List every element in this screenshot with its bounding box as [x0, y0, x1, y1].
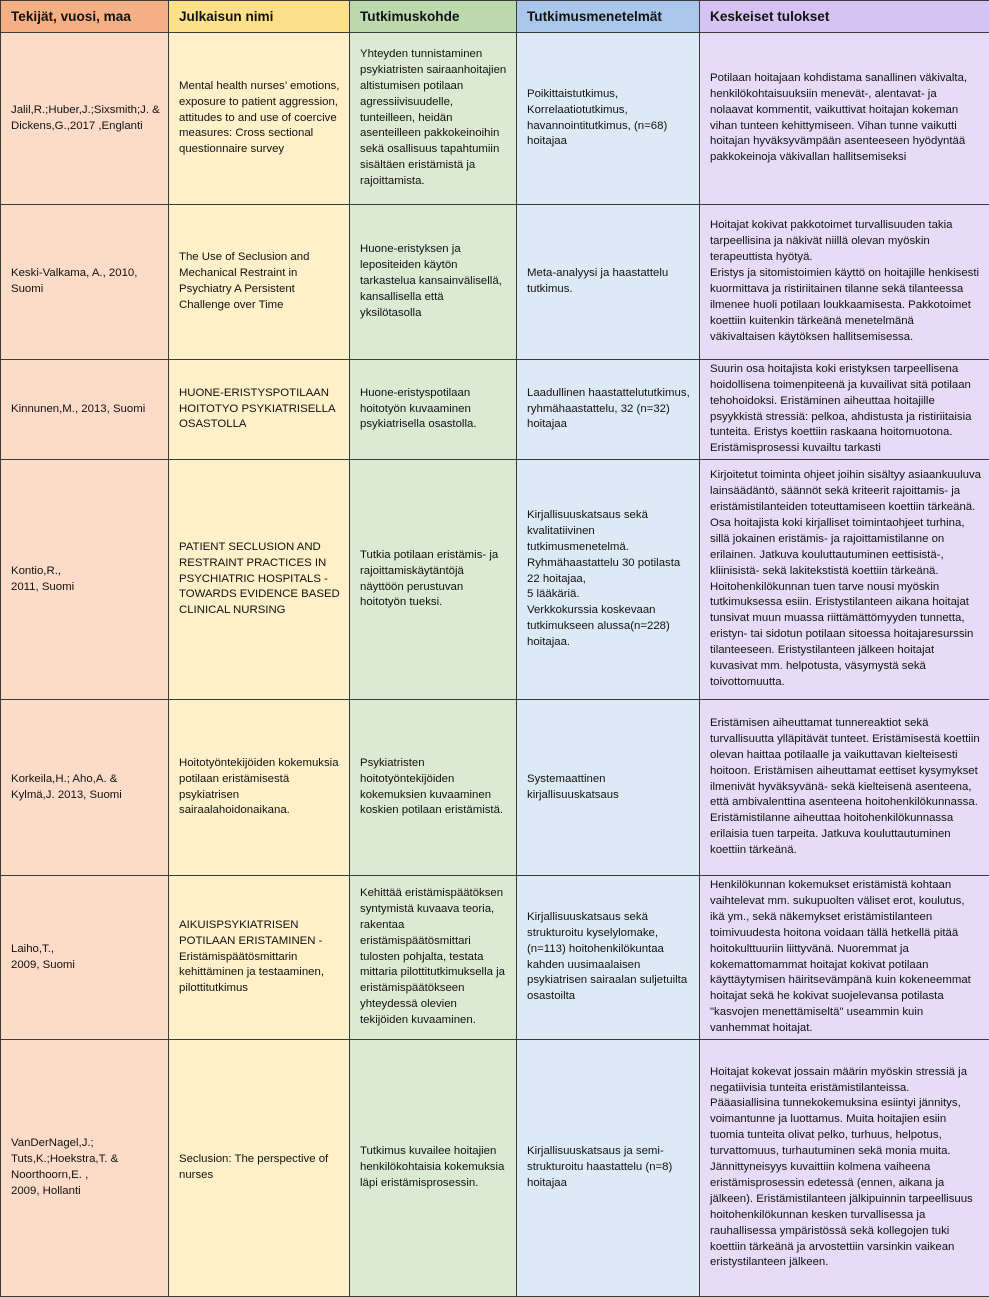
header-methods: Tutkimusmenetelmät: [517, 1, 700, 33]
header-title: Julkaisun nimi: [169, 1, 350, 33]
header-subject: Tutkimuskohde: [350, 1, 517, 33]
cell-title: Seclusion: The perspective of nurses: [169, 1040, 350, 1297]
table-row: [1, 460, 989, 700]
cell-methods: Meta-analyysi ja haastattelu tutkimus.: [517, 205, 700, 360]
cell-authors: Laiho,T., 2009, Suomi: [1, 876, 169, 1040]
header-row: [1, 1, 989, 33]
cell-methods: Systemaattinen kirjallisuuskatsaus: [517, 700, 700, 876]
cell-subject: Yhteyden tunnistaminen psykiatristen sairaanhoitajien altistumisen potilaan agressiivisuudelle, tunteilleen, heidän asenteilleen pakkokeinoihin sekä osallisuus tapahtumiin sisältäen eristämistä ja rajoittamista.: [350, 33, 517, 205]
table-row: [1, 1040, 989, 1297]
cell-results: Henkilökunnan kokemukset eristämistä kohtaan vaihtelevat mm. sukupuolten väliset erot, koulutus, ikä ym., sekä näkemykset eristämistilanteen toimivuudesta hoitona voidaan tällä hetkellä pitää hoitokulttuuriin liittyvänä. Nuoremmat ja kokemattomammat hoitajat kokivat potilaan käyttäytymisen häiritsevämpänä kuin kokeneemmat hoitajat sekä he kokivat suojelevansa potilasta "kasvojen menettämiseltä" useammin kuin vanhemmat hoitajat.: [700, 876, 989, 1040]
cell-title: HUONE-ERISTYSPOTILAAN HOITOTYO PSYKIATRISELLA OSASTOLLA: [169, 360, 350, 460]
table-row: [1, 876, 989, 1040]
cell-results: Hoitajat kokevat jossain määrin myöskin stressiä ja negatiivisia tunteita eristämistilanteissa. Pääasiallisina tunnekokemuksina esiintyi jännitys, voimantunne ja luottamus. Muita hoitajien esiin tuomia tunteita olivat pelko, turhuus, helpotus, turvattomuus, turhautuminen sekä monia muita. Jännittyneisyys kuvaittiin kolmena vaiheena eristämisprosessin edetessä (ennen, aikana ja jälkeen). Eristämistilanteen jälkipuinnin tarpeellisuus hoitohenkilökunnan kesken turvallisessa ja rauhallisessa ympäristössä sekä kollegojen tuki koettiin tärkeänä ja arvostettiin varsinkin vaikean eristystilanteen jälkeen.: [700, 1040, 989, 1297]
cell-authors: VanDerNagel,J.; Tuts,K.;Hoekstra,T. & Noorthoorn,E. , 2009, Hollanti: [1, 1040, 169, 1297]
table-row: [1, 360, 989, 460]
cell-authors: Jalil,R.;Huber,J.;Sixsmith;J. & Dickens,G.,2017 ,Englanti: [1, 33, 169, 205]
cell-methods: Kirjallisuuskatsaus ja semi-strukturoitu haastattelu (n=8) hoitajaa: [517, 1040, 700, 1297]
cell-results: Potilaan hoitajaan kohdistama sanallinen väkivalta, henkilökohtaisuuksiin menevät-, alentavat- ja nolaavat kommentit, vaikuttivat hoitajan kokeman vihan tunteen kehittymiseen. Vihan tunne vaikutti hoitajan hyväksyvämpään asenteeseen hyödyntää pakkokeinoja väkivallan hallitsemiseksi: [700, 33, 989, 205]
header-results: Keskeiset tulokset: [700, 1, 989, 33]
cell-subject: Psykiatristen hoitotyöntekijöiden kokemuksien kuvaaminen koskien potilaan eristämistä.: [350, 700, 517, 876]
cell-subject: Kehittää eristämispäätöksen syntymistä kuvaava teoria, rakentaa eristämispäätösmittari tulosten pohjalta, testata mittaria pilottitutkimuksella ja eristämispäätökseen yhteydessä olevien tekijöiden kuvaaminen.: [350, 876, 517, 1040]
cell-results: Eristämisen aiheuttamat tunnereaktiot sekä turvallisuutta ylläpitävät tunteet. Eristämisestä koettiin olevan haittaa potilaalle ja vaikuttavan kielteisesti hoitoon. Eristämisen aiheuttamat eettiset kysymykset ilmenivät hyväksyvänä- sekä kielteisenä asenteena, että ambivalenttina asenteena hoitohenkilökunnassa. Eristämistilanne aiheuttaa hoitohenkilökunnassa erilaisia tuen tarpeita. Jatkuva kouluttautuminen koettiin tärkeänä.: [700, 700, 989, 876]
cell-methods: Kirjallisuuskatsaus sekä kvalitatiivinen tutkimusmenetelmä. Ryhmähaastattelu 30 potilasta 22 hoitajaa, 5 lääkäriä. Verkkokurssia koskevaan tutkimukseen alussa(n=228) hoitajaa.: [517, 460, 700, 700]
cell-title: PATIENT SECLUSION AND RESTRAINT PRACTICES IN PSYCHIATRIC HOSPITALS - TOWARDS EVIDENCE BASED CLINICAL NURSING: [169, 460, 350, 700]
table-row: [1, 205, 989, 360]
cell-subject: Tutkia potilaan eristämis- ja rajoittamiskäytäntöjä näyttöön perustuvan hoitotyön tueksi.: [350, 460, 517, 700]
cell-title: Mental health nurses’ emotions, exposure to patient aggression, attitudes to and use of coercive measures: Cross sectional questionnaire survey: [169, 33, 350, 205]
table-row: [1, 33, 989, 205]
cell-subject: Tutkimus kuvailee hoitajien henkilökohtaisia kokemuksia läpi eristämisprosessin.: [350, 1040, 517, 1297]
cell-subject: Huone-eristyksen ja lepositeiden käytön tarkastelua kansainvälisellä, kansallisella että yksilötasolla: [350, 205, 517, 360]
cell-results: Suurin osa hoitajista koki eristyksen tarpeellisena hoidollisena toimenpiteenä ja kuvailivat sitä potilaan tehohoidoksi. Eristäminen aiheuttaa hoitajille psyykkistä stressiä: pelkoa, ahdistusta ja ristiriitaisia tunteita. Eristys koettiin raskaana hoitomuotona. Eristämisprosessi kuvailtu tarkasti: [700, 360, 989, 460]
cell-title: The Use of Seclusion and Mechanical Restraint in Psychiatry A Persistent Challenge over Time: [169, 205, 350, 360]
cell-authors: Korkeila,H.; Aho,A. & Kylmä,J. 2013, Suomi: [1, 700, 169, 876]
cell-results: Hoitajat kokivat pakkotoimet turvallisuuden takia tarpeellisina ja näkivät niillä olevan myöskin terapeuttista hyötyä. Eristys ja sitomistoimien käyttö on hoitajille henkisesti kuormittava ja ristiriitainen tilanne sekä tilanteessa ilmenee huoli potilaan loukkaamisesta. Pakkotoimet koettiin kuitenkin tärkeänä menetelmänä väkivaltaisen käytöksen hallitsemisessa.: [700, 205, 989, 360]
header-authors: Tekijät, vuosi, maa: [1, 1, 169, 33]
cell-title: Hoitotyöntekijöiden kokemuksia potilaan eristämisestä psykiatrisen sairaalahoidonaikana.: [169, 700, 350, 876]
cell-methods: Kirjallisuuskatsaus sekä strukturoitu kyselylomake,(n=113) hoitohenkilökuntaa kahden uusimaalaisen psykiatrisen sairaalan suljetuilta osastoilta: [517, 876, 700, 1040]
table-row: [1, 700, 989, 876]
cell-subject: Huone-eristyspotilaan hoitotyön kuvaaminen psykiatrisella osastolla.: [350, 360, 517, 460]
cell-authors: Kinnunen,M., 2013, Suomi: [1, 360, 169, 460]
cell-results: Kirjoitetut toiminta ohjeet joihin sisältyy asiaankuuluva lainsäädäntö, säännöt sekä kriteerit rajoittamis- ja eristämistilanteiden toteuttamiseen koettiin tärkeänä. Osa hoitajista koki kirjalliset toimintaohjeet turhina, sillä jokainen eristämis- ja rajoittamistilanne on erilainen. Jatkuva kouluttautuminen eettisistä-, kliinisistä- sekä lakitekstistä koettiin tärkeänä. Hoitohenkilökunnan tuen tarve nousi myöskin tutkimuksessa esiin. Eristystilanteen aikana hoitajat tunsivat muun muassa riittämättömyyden tunnetta, eristyn- tai sidotun potilaan sitoessa hoitajaresurssin tilanteeseen. Eristystilanteen jälkeen hoitajat kuvasivat mm. helpotusta, väsymystä sekä toivottomuutta.: [700, 460, 989, 700]
cell-methods: Poikittaistutkimus, Korrelaatiotutkimus, havannointitutkimus, (n=68) hoitajaa: [517, 33, 700, 205]
cell-methods: Laadullinen haastattelututkimus, ryhmähaastattelu, 32 (n=32) hoitajaa: [517, 360, 700, 460]
cell-title: AIKUISPSYKIATRISEN POTILAAN ERISTAMINEN - Eristämispäätösmittarin kehittäminen ja testaaminen, pilottitutkimus: [169, 876, 350, 1040]
cell-authors: Keski-Valkama, A., 2010, Suomi: [1, 205, 169, 360]
cell-authors: Kontio,R., 2011, Suomi: [1, 460, 169, 700]
